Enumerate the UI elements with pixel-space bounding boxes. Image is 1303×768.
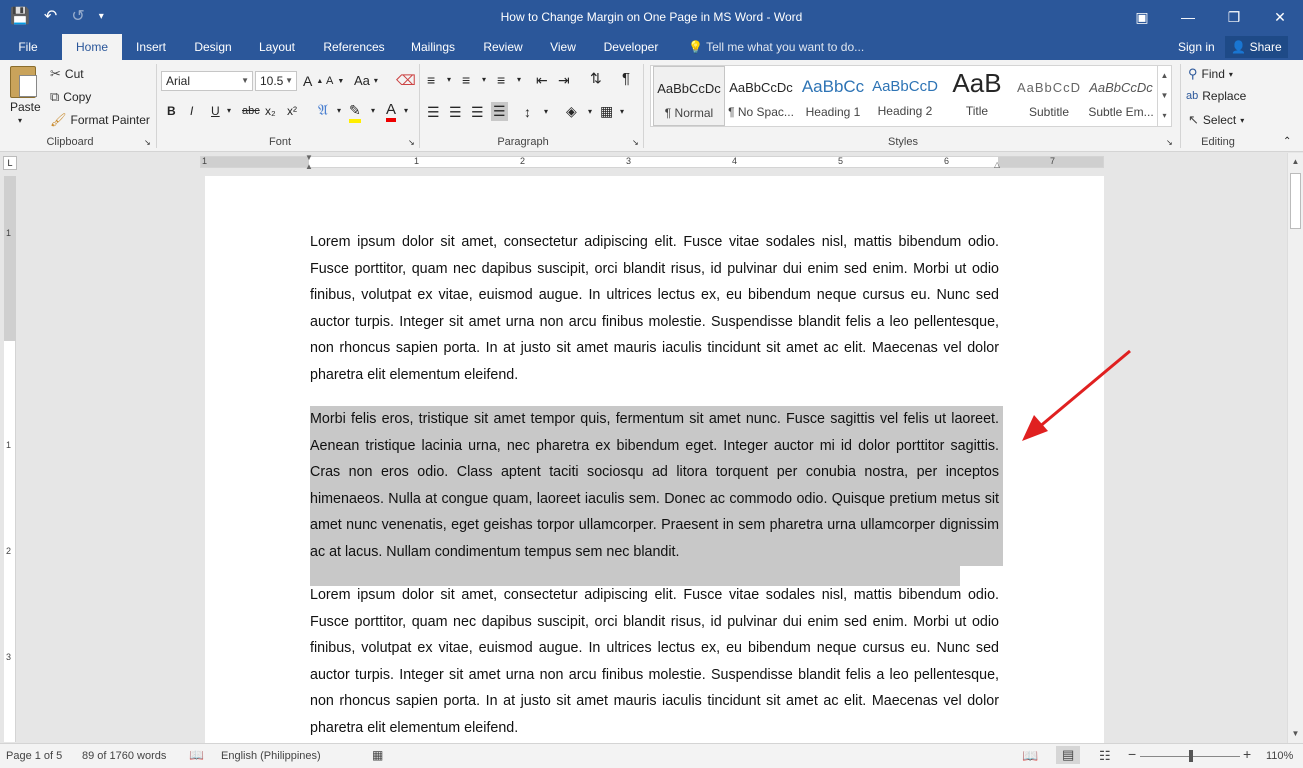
find-button[interactable] bbox=[1188, 66, 1233, 82]
text-effects-dropdown-icon[interactable]: ▾ bbox=[337, 106, 342, 115]
ruler-number: 5 bbox=[838, 156, 844, 166]
clipboard-launcher-icon[interactable]: ↘ bbox=[144, 138, 151, 147]
scroll-down-icon[interactable]: ▼ bbox=[1160, 91, 1169, 100]
line-spacing-icon[interactable]: ↕ bbox=[524, 104, 531, 120]
cursor-icon: ↖ bbox=[1188, 112, 1199, 127]
styles-gallery bbox=[650, 65, 1172, 127]
tell-me-box[interactable] bbox=[688, 34, 864, 60]
paragraph-3[interactable]: Lorem ipsum dolor sit amet, consectetur adipiscing elit. Fusce vitae sodales nisl, mattis bibendum odio. Fusce porttitor, quam nec dapibus suscipit, orci blandit risus, id pulvinar dui enim sed enim. Morbi ut odio finibus, volutpat ex vitae, euismod augue. In ultrices lectus ex, eu bibendum neque cursus eu. Nunc sed auctor turpis. Integer sit amet urna non arcu finibus molestie. Suspendisse blandit felis a leo pellentesque, non rhoncus sapien porta. In at justo sit amet mauris iaculis tincidunt sit amet ac elit. Maecenas vel dolor pharetra elit elementum eleifend. bbox=[310, 587, 999, 736]
scroll-down-icon[interactable]: ▼ bbox=[1291, 729, 1300, 738]
status-bar bbox=[0, 743, 1303, 768]
style-subtitle[interactable] bbox=[1013, 66, 1085, 126]
paste-button[interactable]: Paste bbox=[10, 100, 41, 114]
share-label: Share bbox=[1249, 40, 1282, 54]
strikethrough-button[interactable]: abc bbox=[242, 105, 260, 117]
print-layout-icon[interactable]: ▤ bbox=[1056, 746, 1080, 764]
font-size-box[interactable] bbox=[255, 71, 297, 91]
editing-group-label: Editing bbox=[1201, 136, 1235, 148]
underline-button[interactable]: U bbox=[211, 104, 220, 118]
shrink-font-label: A bbox=[326, 75, 334, 87]
scroll-up-icon[interactable]: ▲ bbox=[1291, 157, 1300, 166]
copy-button[interactable] bbox=[50, 89, 91, 105]
chevron-down-icon: ▾ bbox=[1240, 115, 1245, 125]
share-button[interactable] bbox=[1225, 36, 1288, 58]
web-layout-icon[interactable]: ☷ bbox=[1099, 748, 1111, 763]
ruler-number: 1 bbox=[202, 156, 208, 166]
style-name: Heading 2 bbox=[877, 104, 933, 118]
change-case-label: Aa bbox=[354, 73, 370, 88]
title-bar bbox=[0, 0, 1303, 34]
chevron-down-icon: ▾ bbox=[1228, 69, 1233, 79]
ruler-number: 7 bbox=[1050, 156, 1056, 166]
zoom-slider-thumb[interactable] bbox=[1189, 750, 1193, 762]
zoom-in-icon[interactable]: + bbox=[1243, 746, 1252, 762]
align-center-icon[interactable]: ☰ bbox=[449, 104, 462, 120]
clear-formatting-icon[interactable]: ⌫ bbox=[396, 72, 416, 88]
restore-icon[interactable]: ❐ bbox=[1227, 8, 1241, 25]
align-right-icon[interactable]: ☰ bbox=[471, 104, 484, 120]
tab-selector[interactable]: L bbox=[3, 156, 17, 170]
macro-record-icon[interactable]: ▦ bbox=[372, 748, 384, 762]
ribbon-tabs bbox=[0, 34, 1303, 60]
tab-layout[interactable]: Layout bbox=[258, 40, 296, 54]
style-heading-2[interactable] bbox=[869, 66, 941, 126]
tab-home[interactable]: Home bbox=[62, 34, 122, 60]
font-size-value: 10.5 bbox=[260, 74, 284, 88]
font-color-dropdown-icon[interactable]: ▾ bbox=[404, 106, 409, 115]
style-preview: AaBbCc bbox=[801, 77, 865, 96]
cut-label: Cut bbox=[64, 67, 84, 81]
group-separator bbox=[419, 64, 420, 148]
style-preview: AaB bbox=[952, 68, 1002, 98]
underline-dropdown-icon[interactable]: ▾ bbox=[227, 106, 232, 115]
font-name-value: Arial bbox=[166, 74, 191, 88]
subscript-button[interactable]: x₂ bbox=[265, 104, 276, 118]
word-count[interactable]: 89 of 1760 words bbox=[82, 750, 167, 762]
grow-font-label: A bbox=[303, 73, 313, 89]
decrease-indent-icon[interactable]: ⇤ bbox=[536, 72, 548, 88]
align-left-icon[interactable]: ☰ bbox=[427, 104, 440, 120]
ribbon-display-icon[interactable]: ▣ bbox=[1135, 8, 1149, 25]
format-painter-button[interactable] bbox=[50, 112, 150, 128]
grow-font-button[interactable]: A ▲ bbox=[303, 73, 324, 89]
highlight-dropdown-icon[interactable]: ▾ bbox=[371, 106, 376, 115]
right-indent-marker[interactable]: △ bbox=[994, 160, 1001, 169]
style-name: Heading 1 bbox=[805, 105, 861, 119]
numbering-icon[interactable]: ≡ bbox=[462, 72, 471, 88]
justify-icon[interactable]: ☰ bbox=[493, 103, 506, 119]
ruler-number: 6 bbox=[944, 156, 950, 166]
ruler-number: 3 bbox=[626, 156, 632, 166]
numbering-dropdown-icon[interactable]: ▾ bbox=[482, 75, 487, 84]
shading-dropdown-icon[interactable]: ▾ bbox=[588, 107, 593, 116]
select-label: Select bbox=[1202, 113, 1237, 127]
copy-label: Copy bbox=[63, 90, 92, 104]
paintbrush-icon: 🖌 bbox=[50, 112, 67, 127]
selected-paragraph[interactable]: Morbi felis eros, tristique sit amet tempor quis, fermentum sit amet nunc. Fusce sagittis vel felis ut laoreet. Aenean tristique lacinia urna, nec pharetra ex bibendum eget. Integer auctor mi id dolor porttitor sagittis. Cras non eros odio. Class aptent taciti sociosqu ad litora torquent per conubia nostra, per inceptos himenaeos. Nulla at congue quam, laoreet iaculis sem. Donec ac commodo odio. Quisque pretium metus sit amet nunc venenatis, eget geishas torpor ullamcorper. Praesent in sem pharetra urna ullamcorper dignissim ac at lacus. Nullam condimentum tempus sem nec blandit. bbox=[310, 406, 1003, 566]
style-preview: AaBbCcDc bbox=[729, 80, 793, 95]
tab-design[interactable]: Design bbox=[194, 40, 232, 54]
select-button[interactable] bbox=[1188, 112, 1244, 128]
style-preview: AaBbCcD bbox=[1016, 80, 1082, 95]
paste-icon[interactable] bbox=[10, 66, 36, 98]
styles-group-label: Styles bbox=[888, 136, 918, 148]
style-no-spacing[interactable] bbox=[725, 66, 797, 126]
italic-button[interactable]: I bbox=[190, 104, 194, 118]
find-label: Find bbox=[1201, 67, 1225, 81]
scroll-up-icon[interactable]: ▲ bbox=[1160, 71, 1169, 80]
style-name: Title bbox=[965, 104, 989, 118]
window-title: How to Change Margin on One Page in MS Word - Word bbox=[500, 10, 803, 24]
first-line-indent-marker[interactable]: ▼ bbox=[305, 153, 313, 162]
ruler-number: 4 bbox=[732, 156, 738, 166]
ruler-number: 1 bbox=[414, 156, 420, 166]
font-color-icon[interactable]: A bbox=[386, 101, 396, 122]
superscript-button[interactable]: x² bbox=[287, 104, 297, 118]
tab-review[interactable]: Review bbox=[483, 40, 523, 54]
ribbon-home bbox=[0, 60, 1303, 152]
document-page[interactable] bbox=[205, 176, 1104, 743]
group-separator bbox=[643, 64, 644, 148]
horizontal-ruler[interactable] bbox=[200, 153, 1104, 171]
search-icon: ⚲ bbox=[1188, 66, 1198, 81]
language[interactable]: English (Philippines) bbox=[221, 750, 321, 762]
style-subtle-emphasis[interactable] bbox=[1085, 66, 1157, 126]
ruler-number: 2 bbox=[520, 156, 526, 166]
borders-icon[interactable]: ▦ bbox=[600, 103, 614, 119]
window-controls bbox=[1119, 0, 1303, 34]
ruler-number: 3 bbox=[6, 652, 12, 662]
chevron-down-icon: ▼ bbox=[285, 76, 293, 85]
shrink-font-button[interactable]: A ▼ bbox=[326, 75, 345, 87]
styles-launcher-icon[interactable]: ↘ bbox=[1166, 138, 1173, 147]
shading-icon[interactable]: ◈ bbox=[566, 103, 577, 119]
style-name: ¶ Normal bbox=[664, 106, 714, 120]
sign-in-link[interactable]: Sign in bbox=[1178, 40, 1215, 54]
ruler-number: 2 bbox=[6, 546, 12, 556]
format-painter-label: Format Painter bbox=[70, 113, 150, 127]
replace-icon: ab bbox=[1186, 90, 1199, 102]
bullets-dropdown-icon[interactable]: ▾ bbox=[447, 75, 452, 84]
group-separator bbox=[1180, 64, 1181, 148]
style-name: ¶ No Spac... bbox=[728, 105, 794, 119]
style-normal[interactable] bbox=[653, 66, 725, 126]
person-icon: 👤 bbox=[1231, 40, 1247, 54]
paste-dropdown-icon[interactable]: ▾ bbox=[18, 116, 23, 125]
group-separator bbox=[156, 64, 157, 148]
style-preview: AaBbCcDc bbox=[1089, 80, 1153, 95]
scrollbar-thumb[interactable] bbox=[1290, 173, 1301, 229]
vertical-ruler[interactable] bbox=[4, 176, 16, 742]
chevron-down-icon: ▼ bbox=[241, 76, 249, 85]
left-margin-area bbox=[201, 157, 309, 167]
bullets-icon[interactable]: ≡ bbox=[427, 72, 436, 88]
clipboard-group-label: Clipboard bbox=[46, 136, 94, 148]
zoom-out-icon[interactable]: − bbox=[1128, 746, 1137, 762]
tell-me-text: Tell me what you want to do... bbox=[706, 40, 865, 54]
font-launcher-icon[interactable]: ↘ bbox=[408, 138, 415, 147]
change-case-button[interactable]: Aa ▾ bbox=[354, 73, 378, 88]
sort-icon[interactable]: ⇅ bbox=[590, 70, 602, 86]
lightbulb-icon: 💡 bbox=[688, 40, 703, 54]
paragraph-1[interactable]: Lorem ipsum dolor sit amet, consectetur adipiscing elit. Fusce vitae sodales nisl, mattis bibendum odio. Fusce porttitor, quam nec dapibus suscipit, orci blandit risus, id pulvinar dui enim sed enim. Morbi ut odio finibus, volutpat ex vitae, euismod augue. In ultrices lectus ex, eu bibendum neque cursus eu. Nunc sed auctor turpis. Integer sit amet urna non arcu finibus molestie. Suspendisse blandit felis a leo pellentesque, non rhoncus sapien porta. In at justo sit amet mauris iaculis tincidunt sit amet ac elit. Maecenas vel dolor pharetra elit elementum eleifend. bbox=[310, 234, 999, 383]
style-title[interactable] bbox=[941, 66, 1013, 126]
style-name: Subtitle bbox=[1028, 105, 1070, 119]
font-name-box[interactable] bbox=[161, 71, 253, 91]
styles-scroll bbox=[1157, 66, 1171, 126]
style-heading-1[interactable] bbox=[797, 66, 869, 126]
style-name: Subtle Em... bbox=[1088, 105, 1154, 119]
copy-icon: ⧉ bbox=[50, 89, 60, 104]
tab-references[interactable]: References bbox=[323, 40, 385, 54]
minimize-icon[interactable]: — bbox=[1181, 9, 1195, 25]
font-group-label: Font bbox=[268, 136, 291, 148]
ruler-number: 1 bbox=[6, 440, 12, 450]
replace-button[interactable] bbox=[1186, 89, 1246, 103]
close-icon[interactable]: ✕ bbox=[1274, 8, 1286, 25]
proofing-icon[interactable]: 📖 bbox=[189, 748, 204, 762]
undo-icon[interactable]: ↶ bbox=[43, 8, 58, 25]
more-styles-icon[interactable]: ▾ bbox=[1162, 111, 1167, 120]
borders-dropdown-icon[interactable]: ▾ bbox=[620, 107, 625, 116]
ruler-number: 1 bbox=[6, 228, 12, 238]
tab-developer[interactable]: Developer bbox=[603, 40, 659, 54]
redo-icon[interactable]: ↺ bbox=[71, 8, 85, 25]
customize-qat-icon[interactable]: ▾ bbox=[98, 10, 104, 22]
bold-button[interactable]: B bbox=[167, 104, 176, 118]
cut-button[interactable] bbox=[50, 66, 84, 82]
multilevel-list-icon[interactable]: ≡ bbox=[497, 72, 506, 88]
paragraph-group-label: Paragraph bbox=[497, 136, 549, 148]
style-preview: AaBbCcDc bbox=[657, 81, 721, 96]
collapse-ribbon-icon[interactable]: ⌃ bbox=[1283, 136, 1292, 147]
tab-insert[interactable]: Insert bbox=[135, 40, 166, 54]
read-mode-icon[interactable]: 📖 bbox=[1022, 748, 1039, 763]
tab-view[interactable]: View bbox=[550, 40, 576, 54]
increase-indent-icon[interactable]: ⇥ bbox=[558, 72, 570, 88]
hanging-indent-marker[interactable]: ▲ bbox=[305, 162, 313, 171]
text-effects-icon[interactable]: 𝔄 bbox=[318, 102, 328, 119]
tab-mailings[interactable]: Mailings bbox=[410, 40, 455, 54]
annotation-arrow-icon bbox=[1010, 345, 1140, 455]
vertical-scrollbar[interactable] bbox=[1287, 153, 1303, 743]
highlight-color-icon[interactable]: ✎ bbox=[349, 102, 361, 123]
save-icon[interactable]: 💾 bbox=[10, 8, 30, 25]
replace-label: Replace bbox=[1202, 89, 1247, 103]
multilevel-dropdown-icon[interactable]: ▾ bbox=[517, 75, 522, 84]
style-preview: AaBbCcD bbox=[872, 78, 938, 95]
line-spacing-dropdown-icon[interactable]: ▾ bbox=[544, 107, 549, 116]
paragraph-launcher-icon[interactable]: ↘ bbox=[632, 138, 639, 147]
tab-file[interactable]: File bbox=[18, 40, 38, 54]
scissors-icon: ✂ bbox=[50, 66, 61, 81]
page-count[interactable]: Page 1 of 5 bbox=[6, 750, 63, 762]
top-margin-area bbox=[4, 176, 16, 341]
zoom-level[interactable]: 110% bbox=[1266, 750, 1294, 762]
pilcrow-icon[interactable]: ¶ bbox=[622, 70, 631, 87]
